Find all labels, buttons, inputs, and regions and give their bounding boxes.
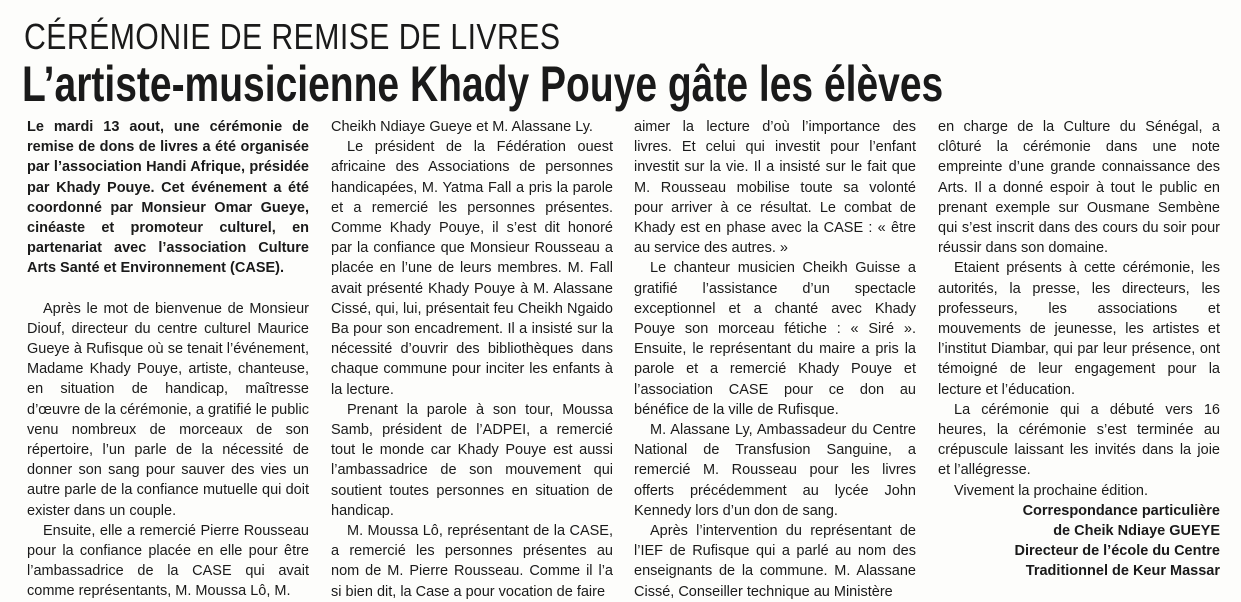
paragraph: M. Moussa Lô, représentant de la CASE, a remercié les personnes présentes au nom de M. Pierre Rousseau. Comme il l’a si bien dit, la Case a pour vocation de faire [331,523,613,600]
column-4 [938,117,1220,582]
paragraph: Le président de la Fédération ouest africaine des Associations de personnes handicapées, M. Yatma Fall a pris la parole et a remercié les personnes présentes. Comme Khady Pouye, il s’est dit honoré par la confiance que Monsieur Rousseau a placée en l’une de leurs membres. M. Fall avait présenté Khady Pouye à M. Alassane Cissé, qui, lui, présentait feu Cheikh Ngaido Ba pour son encadrement. Il a insisté sur la nécessité d’ouvrir des bibliothèques dans chaque commune pour inciter les enfants à la lecture. [331,139,613,398]
paragraph: Après l’intervention du représentant de l’IEF de Rufisque qui a parlé au nom des enseignants de la commune. M. Alassane Cissé, Conseiller technique au Ministère [634,523,916,600]
column-1 [27,117,309,602]
column-3 [634,117,916,602]
signature-line: Directeur de l’école du Centre [1014,543,1220,560]
article-kicker: CÉRÉMONIE DE REMISE DE LIVRES [24,16,561,57]
paragraph: Après le mot de bienvenue de Monsieur Diouf, directeur du centre culturel Maurice Gueye à Rufisque où se tenait l’événement, Madame Khady Pouye, artiste, chanteuse, en situation de handicap, maîtresse d’œuvre de la cérémonie, a gratifié le public venu nombreux de morceaux de son répertoire, l’un parle de la nécessité de donner son sang pour sauver des vies un autre parle de la confiance mutuelle qui doit exister dans un couple. [27,300,309,519]
paragraph: en charge de la Culture du Sénégal, a clôturé la cérémonie dans une note empreinte d’une grande connaissance des Arts. Il a donné espoir à tout le public en prenant exemple sur Ousmane Sembène qui s’est inscrit dans des cours du soir pour réussir dans son domaine. [938,119,1220,257]
paragraph: Cheikh Ndiaye Gueye et M. Alassane Ly. [331,119,593,135]
paragraph: aimer la lecture d’où l’importance des livres. Et celui qui investit pour l’enfant investit sur la vie. Il a insisté sur le fait que M. Rousseau mobilise toute sa volonté pour arriver à ce résultat. Le combat de Khady est en phase avec la CASE : « être au service des autres. » [634,119,916,257]
paragraph: Prenant la parole à son tour, Moussa Samb, président de l’ADPEI, a remercié tout le monde car Khady Pouye est aussi l’ambassadrice de son mouvement qui soutient toutes personnes en situation de handicap. [331,401,613,519]
paragraph: Etaient présents à cette cérémonie, les autorités, la presse, les directeurs, les professeurs, les associations et mouvements de jeunesse, les artistes et l’institut Diambar, qui par leur présence, ont témoigné de leur engagement pour la lecture et l’éducation. [938,260,1220,398]
paragraph: Ensuite, elle a remercié Pierre Rousseau pour la confiance placée en elle pour être l’ambassadrice de la CASE qui avait comme représentants, M. Moussa Lô, M. [27,522,309,600]
paragraph: Le chanteur musicien Cheikh Guisse a gratifié l’assistance d’un spectacle exceptionnel et a chanté avec Khady Pouye son morceau fétiche : « Siré ». Ensuite, le représentant du maire a pris la parole et a remercié Khady Pouye et l’association CASE pour ce don au bénéfice de la ville de Rufisque. [634,260,916,418]
paragraph: M. Alassane Ly, Ambassadeur du Centre National de Transfusion Sanguine, a remercié M. Rousseau pour les livres offerts précédemment au lycée John Kennedy lors d’un don de sang. [634,422,916,519]
signature-line: Traditionnel de Keur Massar [1025,563,1220,580]
lead-paragraph: Le mardi 13 aout, une cérémonie de remise de dons de livres a été organisée par l’association Handi Afrique, présidée par Khady Pouye. Cet événement a été coordonné par Monsieur Omar Gueye, cinéaste et promoteur culturel, en partenariat avec l’association Culture Arts Santé et Environnement (CASE). [27,119,309,277]
signature-line: Correspondance particulière [1022,502,1220,519]
signature-line: de Cheik Ndiaye GUEYE [1053,523,1220,540]
paragraph: La cérémonie qui a débuté vers 16 heures, la cérémonie s’est terminée au crépuscule laissant les invités dans la joie et l’allégresse. [938,401,1220,479]
column-2 [331,117,613,602]
article-headline: L’artiste-musicienne Khady Pouye gâte les élèves [22,56,944,112]
paragraph-gap [27,279,309,299]
paragraph: Vivement la prochaine édition. [954,482,1148,499]
